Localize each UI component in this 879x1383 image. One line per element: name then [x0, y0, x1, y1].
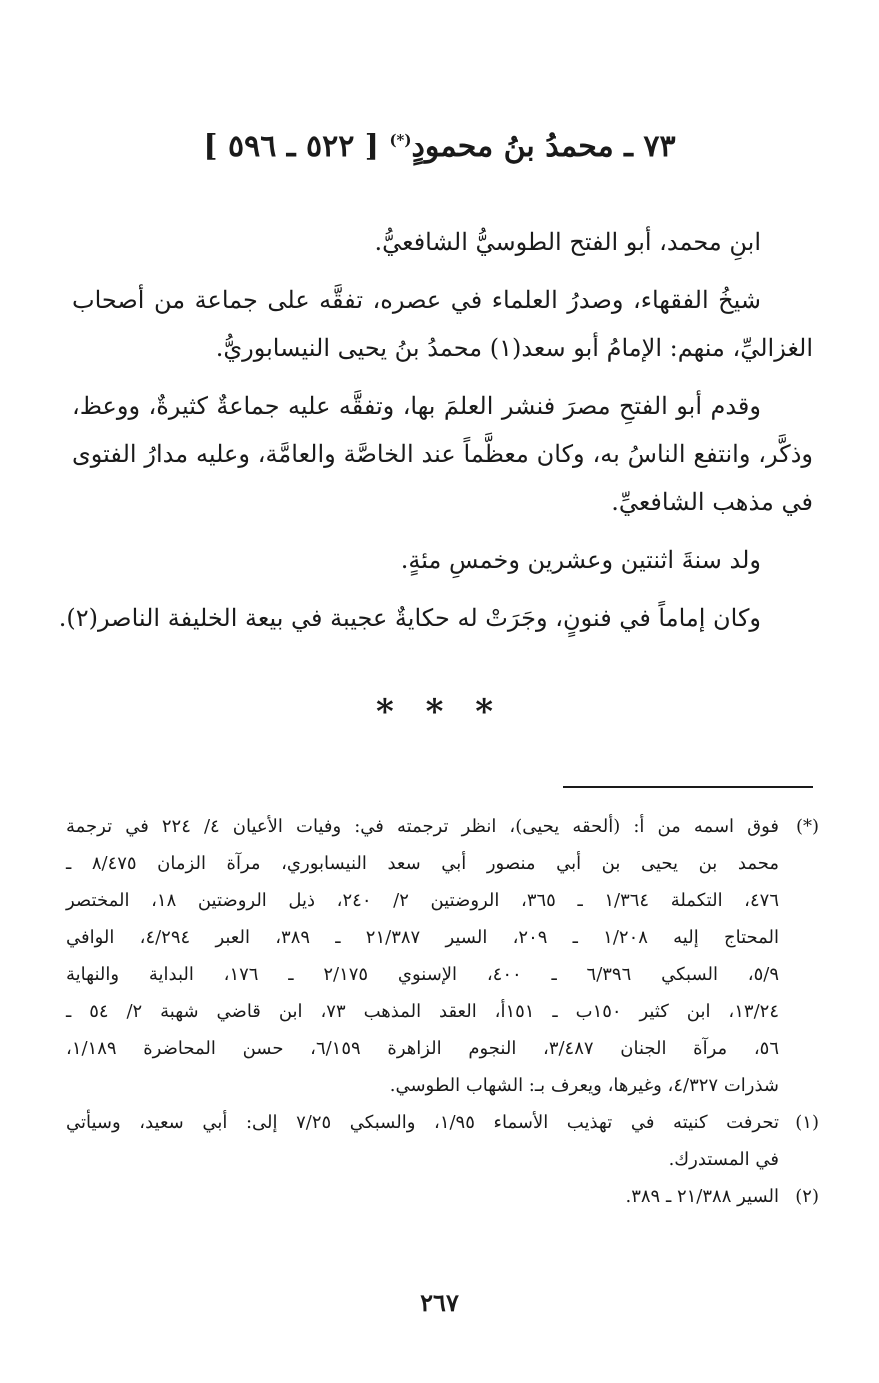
text-line: شيخُ الفقهاء، وصدرُ العلماء في عصره، تفقَّه على جماعة من أصحاب: [72, 286, 761, 314]
text-line: وذكَّر، وانتفع الناسُ به، وكان معظَّماً عند الخاصَّة والعامَّة، وعليه مدارُ الفتوى: [72, 440, 813, 468]
text-line: في مذهب الشافعيِّ.: [611, 488, 813, 516]
footnote-text: [66, 1104, 779, 1178]
text-line: ابنِ محمد، أبو الفتح الطوسيُّ الشافعيُّ.: [374, 228, 761, 256]
footnote-mark: (*): [795, 816, 819, 837]
entry-footnote-marker: (*): [389, 131, 412, 149]
footnote-line: فوق اسمه من أ: (ألحقه يحيى)، انظر ترجمته في: وفيات الأعيان ٤/ ٢٢٤ في ترجمة: [66, 816, 779, 837]
footnote-line: في المستدرك.: [668, 1149, 779, 1170]
footnote-divider: [563, 786, 813, 788]
entry-title: ٧٣ ـ محمدُ بنُ محمودٍ: [411, 129, 676, 164]
text-line: وقدم أبو الفتحِ مصرَ فنشر العلمَ بها، وتفقَّه عليه جماعةٌ كثيرةٌ، ووعظ،: [72, 392, 761, 420]
footnote-line: المحتاج إليه ١/٢٠٨ ـ ٢٠٩، السير ٢١/٣٨٧ ـ ٣٨٩، العبر ٤/٢٩٤، الوافي: [66, 927, 780, 948]
footnote-mark: (٢): [795, 1186, 819, 1207]
entry-body: [58, 218, 813, 652]
text-line: وكان إماماً في فنونٍ، وجَرَتْ له حكايةٌ عجيبة في بيعة الخليفة الناصر(٢).: [58, 604, 761, 632]
footnote-text: [66, 1178, 779, 1215]
paragraph: [72, 536, 813, 584]
footnote: [66, 1104, 819, 1178]
paragraph: [72, 276, 813, 372]
footnote: [66, 1178, 819, 1215]
text-line: ولد سنةَ اثنتين وعشرين وخمسِ مئةٍ.: [400, 546, 761, 574]
footnote-line: ٥/٩، السبكي ٦/٣٩٦ ـ ٤٠٠، الإسنوي ٢/١٧٥ ـ ١٧٦، البداية والنهاية: [66, 964, 779, 985]
text-line: الغزاليِّ، منهم: الإمامُ أبو سعد(١) محمدُ بنُ يحيى النيسابوريُّ.: [215, 334, 813, 362]
entry-dates: [ ٥٢٢ ـ ٥٩٦ ]: [203, 129, 379, 164]
footnote-line: تحرفت كنيته في تهذيب الأسماء ١/٩٥، والسبكي ٧/٢٥ إلى: أبي سعيد، وسيأتي: [66, 1112, 779, 1133]
footnote-line: محمد بن يحيى بن أبي منصور أبي سعد النيسابوري، مرآة الزمان ٨/٤٧٥ ـ: [66, 853, 780, 874]
footnote-mark: (١): [795, 1112, 819, 1133]
footnote: [66, 808, 819, 1104]
section-separator: * * *: [375, 692, 503, 732]
entry-heading: [60, 127, 819, 167]
footnote-line: شذرات ٤/٣٢٧، وغيرها، ويعرف بـ: الشهاب الطوسي.: [389, 1075, 779, 1096]
paragraph: [72, 382, 813, 526]
footnotes: [66, 808, 819, 1215]
footnote-line: ١٣/٢٤، ابن كثير ١٥٠ب ـ ١٥١أ، العقد المذهب ٧٣، ابن قاضي شهبة ٢/ ٥٤ ـ: [66, 1001, 779, 1022]
footnote-text: [66, 808, 779, 1104]
paragraph: [72, 218, 813, 266]
footnote-line: ٤٧٦، التكملة ١/٣٦٤ ـ ٣٦٥، الروضتين ٢/ ٢٤٠، ذيل الروضتين ١٨، المختصر: [66, 890, 779, 911]
paragraph: [58, 594, 813, 642]
footnote-line: السير ٢١/٣٨٨ ـ ٣٨٩.: [625, 1186, 779, 1207]
footnote-line: ٥٦، مرآة الجنان ٣/٤٨٧، النجوم الزاهرة ٦/١٥٩، حسن المحاضرة ١/١٨٩،: [66, 1038, 779, 1059]
page-number: ٢٦٧: [420, 1288, 459, 1317]
